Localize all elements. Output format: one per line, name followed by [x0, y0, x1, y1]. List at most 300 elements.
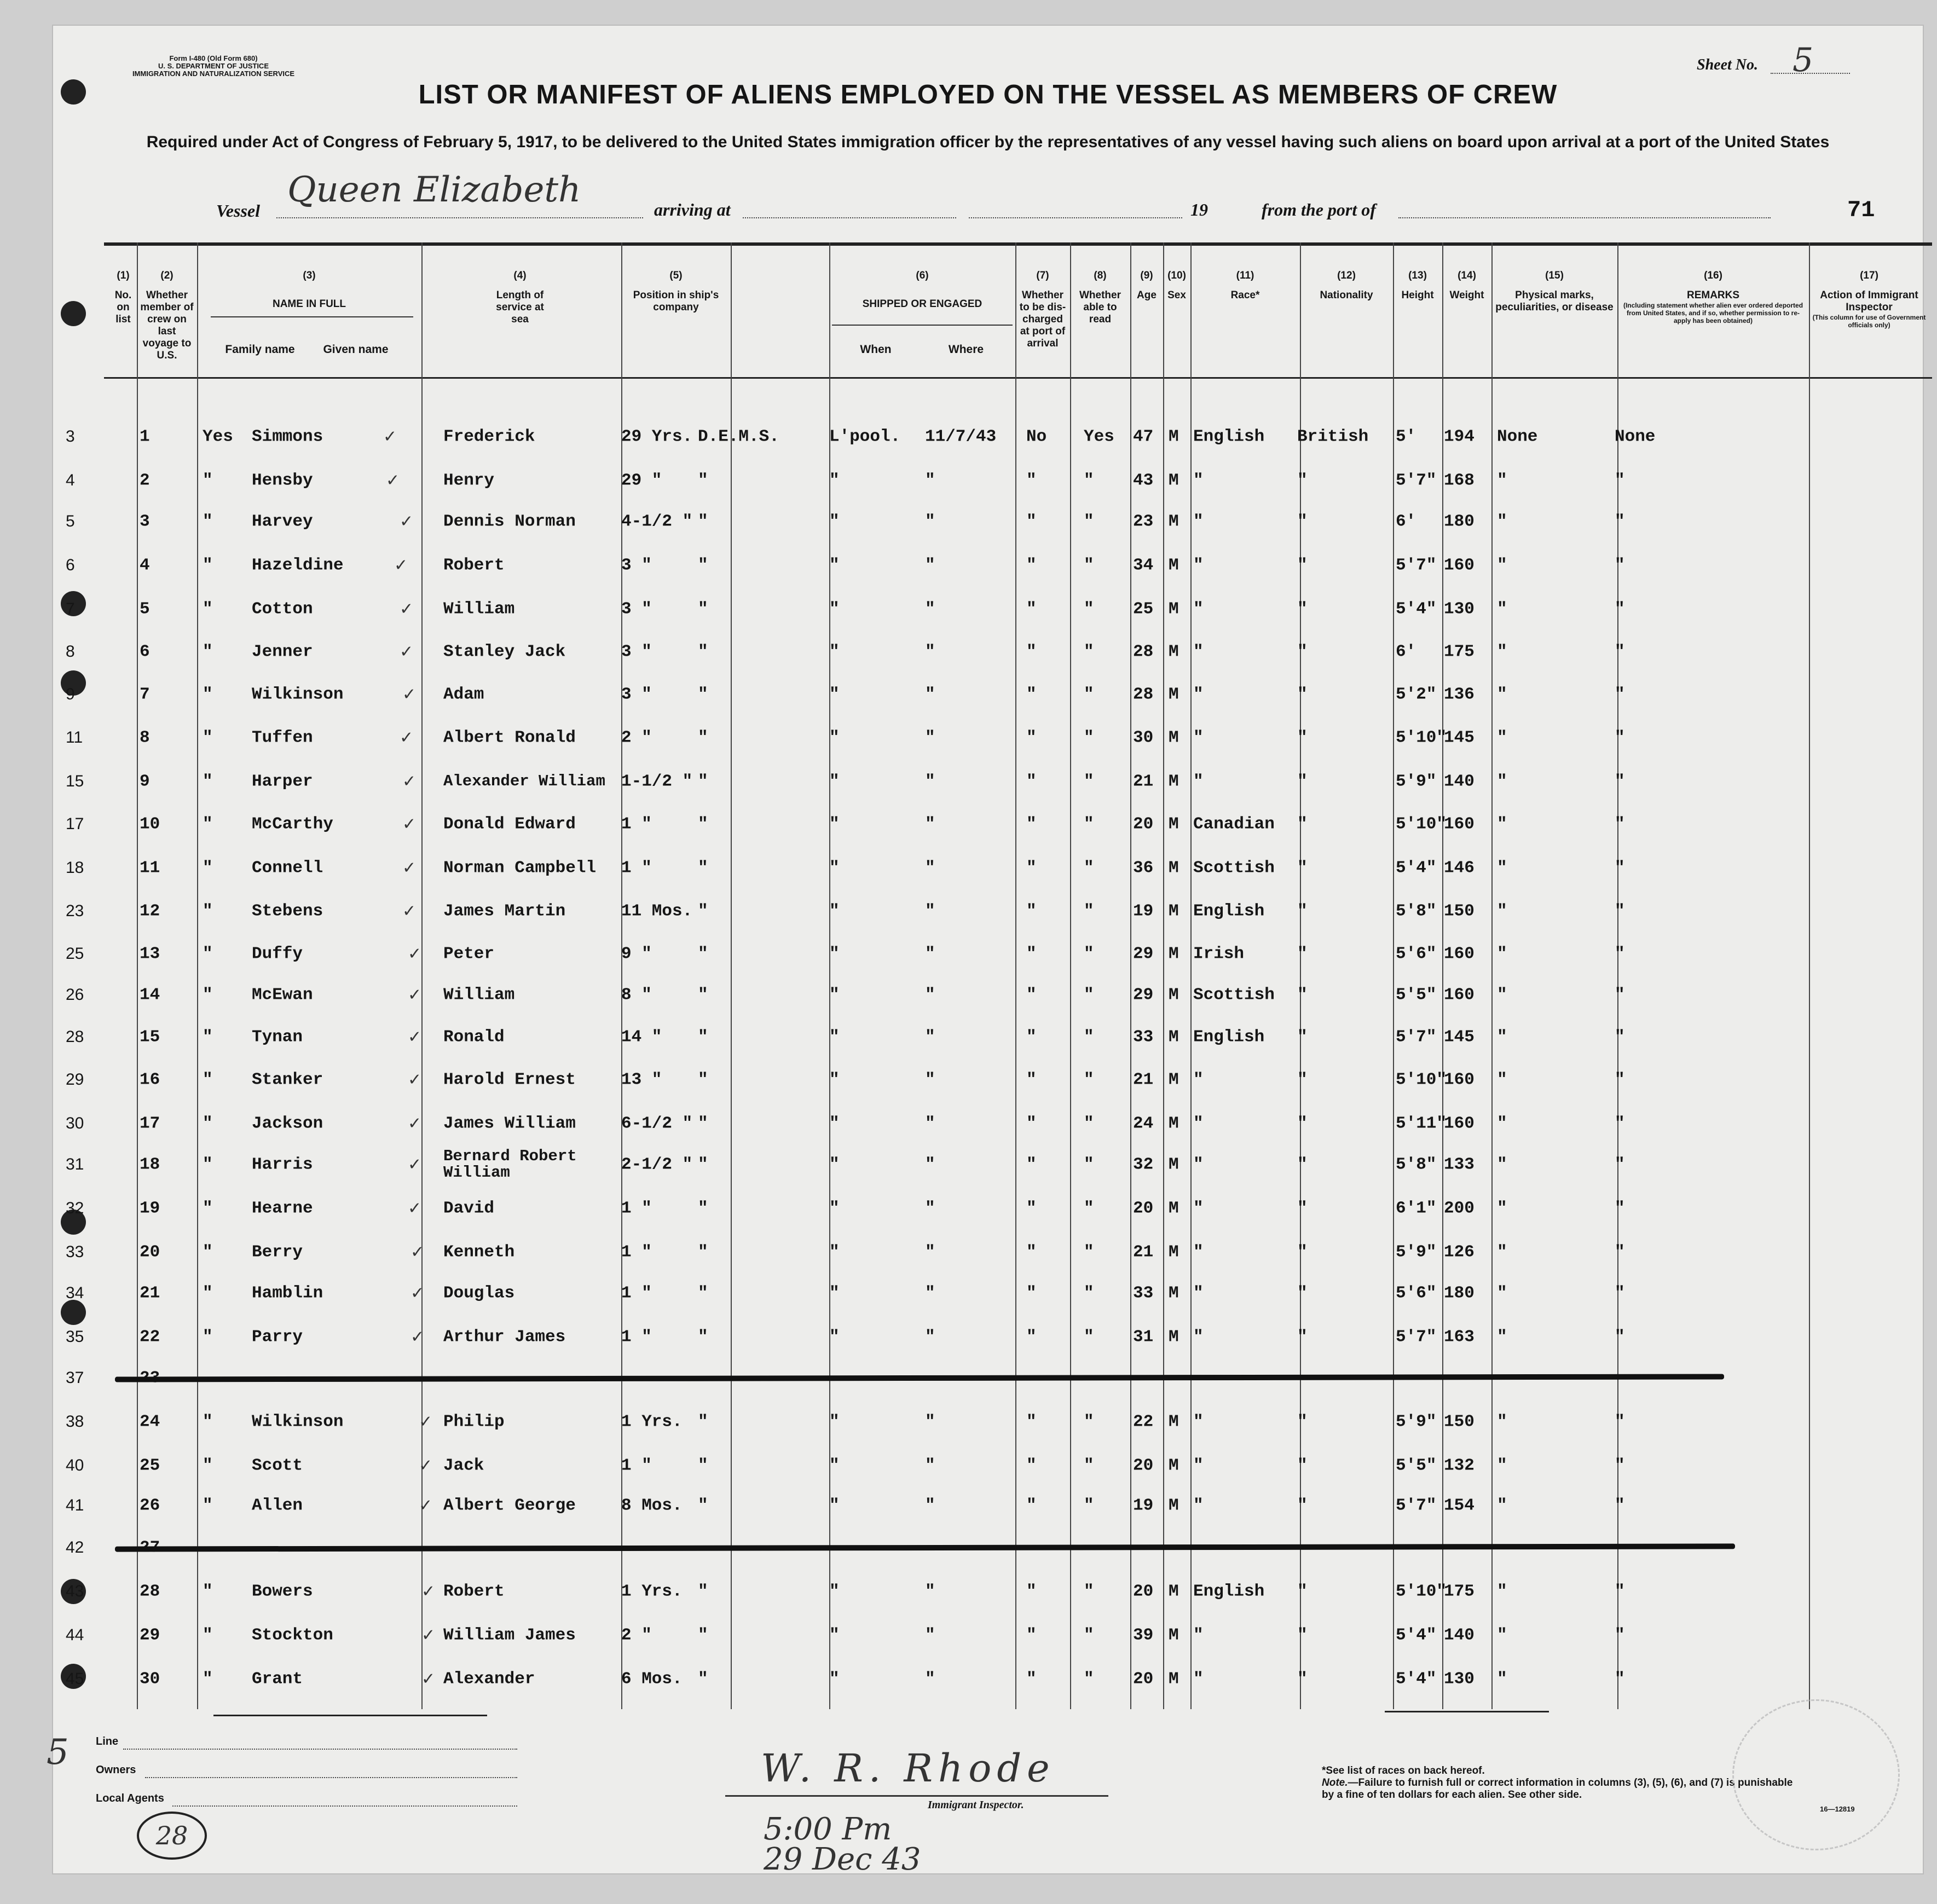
cell-prev: " — [203, 1070, 213, 1090]
cell-service: 1 Yrs. — [621, 1412, 683, 1432]
cell-prev: " — [203, 599, 213, 619]
cell-position: " — [698, 814, 708, 834]
cell-service: 9 " — [621, 944, 652, 964]
cell-position: " — [698, 1242, 708, 1262]
cell-age: 25 — [1133, 599, 1154, 619]
cell-family: Hamblin — [252, 1283, 323, 1303]
cell-family: Berry — [252, 1242, 303, 1262]
form-identifier — [126, 55, 301, 78]
cell-service: 14 " — [621, 1027, 662, 1047]
sheet-line-number: 25 — [66, 945, 84, 963]
cell-service: 1 " — [621, 1327, 652, 1347]
cell-discharged: " — [1026, 471, 1037, 490]
circled-number-stamp — [137, 1812, 207, 1860]
column-rule — [137, 242, 138, 1709]
cell-given: Douglas — [443, 1283, 515, 1303]
cell-height: 5'10" — [1396, 1070, 1447, 1090]
cell-race: " — [1193, 1327, 1204, 1347]
cell-service: 1 " — [621, 858, 652, 878]
subheader-given-name: Given name — [323, 343, 389, 356]
struck-out-row — [115, 1374, 1724, 1382]
cell-remarks: " — [1615, 1242, 1625, 1262]
footnote — [1322, 1765, 1803, 1801]
cell-sex: M — [1169, 1283, 1179, 1303]
cell-weight: 160 — [1444, 555, 1475, 575]
column-number: (9) — [1140, 270, 1153, 281]
cell-given: Frederick — [443, 427, 535, 447]
cell-prev: " — [203, 901, 213, 921]
row-number: 14 — [140, 985, 160, 1005]
cell-remarks: " — [1615, 1155, 1625, 1174]
cell-nationality: " — [1297, 512, 1308, 531]
cell-race: " — [1193, 1456, 1204, 1475]
cell-age: 21 — [1133, 1242, 1154, 1262]
cell-race: " — [1193, 1496, 1204, 1515]
column-header: Race* — [1230, 290, 1260, 301]
cell-prev: " — [203, 685, 213, 704]
cell-sex: M — [1169, 1582, 1179, 1601]
sheet-line-number: 37 — [66, 1369, 84, 1387]
circled-number: 28 — [155, 1821, 188, 1850]
cell-age: 33 — [1133, 1027, 1154, 1047]
cell-family: Cotton — [252, 599, 313, 619]
cell-height: 5'4" — [1396, 599, 1437, 619]
cell-where: " — [925, 1669, 935, 1689]
cell-read: " — [1084, 1456, 1094, 1475]
cell-read: " — [1084, 1412, 1094, 1432]
cell-when: " — [829, 1199, 840, 1218]
cell-family: Hazeldine — [252, 555, 344, 575]
check-mark: ✓ — [408, 944, 422, 964]
cell-marks: " — [1497, 1582, 1507, 1601]
signature-line — [725, 1795, 1108, 1797]
cell-height: 6' — [1396, 512, 1416, 531]
cell-weight: 154 — [1444, 1496, 1475, 1515]
vessel-underline — [276, 217, 643, 218]
cell-race: " — [1193, 1070, 1204, 1090]
cell-race: " — [1193, 685, 1204, 704]
cell-nationality: " — [1297, 1625, 1308, 1645]
cell-height: 5'4" — [1396, 858, 1437, 878]
cell-marks: " — [1497, 471, 1507, 490]
cell-family: Duffy — [252, 944, 303, 964]
cell-given: Harold Ernest — [443, 1070, 576, 1090]
manifest-sheet — [47, 25, 1926, 1877]
cell-position: " — [698, 599, 708, 619]
cell-where: " — [925, 901, 935, 921]
row-number: 29 — [140, 1625, 160, 1645]
cell-position: " — [698, 1625, 708, 1645]
sheet-line-number: 4 — [66, 471, 75, 489]
cell-prev: Yes — [203, 427, 233, 447]
cell-when: " — [829, 814, 840, 834]
cell-family: Wilkinson — [252, 1412, 344, 1432]
cell-marks: " — [1497, 642, 1507, 662]
cell-marks: " — [1497, 814, 1507, 834]
year-label: 19 — [1190, 200, 1208, 219]
cell-when: " — [829, 901, 840, 921]
cell-remarks: " — [1615, 1669, 1625, 1689]
cell-remarks: " — [1615, 555, 1625, 575]
sheet-line-number: 15 — [66, 772, 84, 790]
cell-sex: M — [1169, 985, 1179, 1005]
cell-family: Scott — [252, 1456, 303, 1475]
sheet-line-number: 42 — [66, 1538, 84, 1556]
cell-age: 20 — [1133, 1582, 1154, 1601]
cell-where: " — [925, 858, 935, 878]
sheet-line-number: 29 — [66, 1070, 84, 1089]
row-number: 8 — [140, 728, 150, 748]
cell-given: Dennis Norman — [443, 512, 576, 531]
column-header: Weight — [1449, 290, 1484, 301]
row-number: 10 — [140, 814, 160, 834]
row-number: 5 — [140, 599, 150, 619]
cell-weight: 130 — [1444, 599, 1475, 619]
cell-marks: " — [1497, 944, 1507, 964]
cell-when: " — [829, 599, 840, 619]
cell-marks: " — [1497, 772, 1507, 791]
row-number: 19 — [140, 1199, 160, 1218]
cell-position: " — [698, 1327, 708, 1347]
cell-discharged: " — [1026, 512, 1037, 531]
cell-remarks: " — [1615, 728, 1625, 748]
cell-nationality: " — [1297, 772, 1308, 791]
column-header: NAME IN FULL — [272, 298, 346, 310]
cell-marks: " — [1497, 1070, 1507, 1090]
cell-prev: " — [203, 555, 213, 575]
cell-position: " — [698, 944, 708, 964]
cell-nationality: " — [1297, 728, 1308, 748]
cell-height: 5'10" — [1396, 814, 1447, 834]
cell-remarks: " — [1615, 1625, 1625, 1645]
cell-family: Tuffen — [252, 728, 313, 748]
column-header: REMARKS (Including statement whether alien ever ordered deported from United States, and if so, whether permission to re-apply has been obtained) — [1623, 290, 1803, 325]
check-mark: ✓ — [410, 1242, 425, 1262]
check-mark: ✓ — [419, 1412, 433, 1432]
check-mark: ✓ — [402, 901, 417, 921]
cell-position: " — [698, 1582, 708, 1601]
cell-weight: 140 — [1444, 1625, 1475, 1645]
cell-family: McCarthy — [252, 814, 333, 834]
column-header: Position in ship's company — [633, 290, 719, 313]
cell-weight: 133 — [1444, 1155, 1475, 1174]
column-number: (12) — [1337, 270, 1356, 281]
column-number: (5) — [669, 270, 683, 281]
row-number: 3 — [140, 512, 150, 531]
cell-family: Hensby — [252, 471, 313, 490]
cell-remarks: " — [1615, 1114, 1625, 1133]
punch-hole — [61, 301, 86, 326]
cell-age: 24 — [1133, 1114, 1154, 1133]
cell-weight: 150 — [1444, 1412, 1475, 1432]
column-number: (14) — [1458, 270, 1476, 281]
cell-prev: " — [203, 471, 213, 490]
cell-weight: 140 — [1444, 772, 1475, 791]
column-header: Age — [1137, 290, 1157, 301]
column-rule — [1393, 242, 1394, 1709]
cell-weight: 180 — [1444, 1283, 1475, 1303]
cell-race: " — [1193, 1155, 1204, 1174]
cell-age: 21 — [1133, 1070, 1154, 1090]
cell-when: " — [829, 858, 840, 878]
cell-sex: M — [1169, 901, 1179, 921]
cell-discharged: " — [1026, 901, 1037, 921]
cell-discharged: " — [1026, 1070, 1037, 1090]
cell-position: " — [698, 1027, 708, 1047]
cell-discharged: " — [1026, 1155, 1037, 1174]
vessel-label: Vessel — [216, 201, 260, 221]
cell-sex: M — [1169, 599, 1179, 619]
cell-weight: 136 — [1444, 685, 1475, 704]
column-header: Nationality — [1320, 290, 1373, 301]
cell-height: 5'8" — [1396, 1155, 1437, 1174]
cell-read: " — [1084, 1070, 1094, 1090]
cell-family: Grant — [252, 1669, 303, 1689]
cell-when: " — [829, 555, 840, 575]
check-mark: ✓ — [408, 1070, 422, 1090]
cell-service: 8 Mos. — [621, 1496, 683, 1515]
cell-when: " — [829, 642, 840, 662]
cell-race: " — [1193, 555, 1204, 575]
cell-weight: 145 — [1444, 728, 1475, 748]
cell-marks: " — [1497, 599, 1507, 619]
cell-read: " — [1084, 471, 1094, 490]
cell-race: " — [1193, 642, 1204, 662]
cell-sex: M — [1169, 814, 1179, 834]
cell-race: " — [1193, 471, 1204, 490]
column-number: (11) — [1236, 270, 1254, 281]
column-header: Whether member of crew on last voyage to U.S. — [140, 290, 194, 361]
cell-weight: 160 — [1444, 814, 1475, 834]
cell-when: " — [829, 1027, 840, 1047]
cell-prev: " — [203, 814, 213, 834]
cell-age: 30 — [1133, 728, 1154, 748]
cell-marks: " — [1497, 1669, 1507, 1689]
cell-age: 23 — [1133, 512, 1154, 531]
cell-read: " — [1084, 1199, 1094, 1218]
row-number: 21 — [140, 1283, 160, 1303]
cell-height: 5'8" — [1396, 901, 1437, 921]
cell-where: " — [925, 642, 935, 662]
sheet-line-number: 5 — [66, 512, 75, 530]
cell-weight: 160 — [1444, 944, 1475, 964]
cell-sex: M — [1169, 1199, 1179, 1218]
cell-given: William — [443, 599, 515, 619]
cell-weight: 132 — [1444, 1456, 1475, 1475]
column-number: (10) — [1167, 270, 1186, 281]
cell-remarks: " — [1615, 1496, 1625, 1515]
faint-seal-stamp — [1732, 1699, 1900, 1850]
cell-when: " — [829, 1070, 840, 1090]
cell-age: 43 — [1133, 471, 1154, 490]
sheet-label: Sheet No. — [1697, 56, 1758, 73]
cell-discharged: " — [1026, 685, 1037, 704]
cell-sex: M — [1169, 471, 1179, 490]
total-rule — [1385, 1711, 1549, 1712]
cell-position: " — [698, 1496, 708, 1515]
cell-marks: " — [1497, 555, 1507, 575]
cell-age: 28 — [1133, 685, 1154, 704]
row-number: 6 — [140, 642, 150, 662]
header-sub-rule — [832, 325, 1013, 326]
cell-when: " — [829, 728, 840, 748]
cell-discharged: No — [1026, 427, 1047, 447]
cell-remarks: None — [1615, 427, 1656, 447]
sheet-line-number: 43 — [66, 1582, 84, 1600]
sheet-line-number: 41 — [66, 1496, 84, 1514]
cell-family: Allen — [252, 1496, 303, 1515]
cell-race: " — [1193, 772, 1204, 791]
sheet-line-number: 11 — [66, 728, 83, 746]
check-mark: ✓ — [402, 814, 417, 834]
cell-marks: " — [1497, 1412, 1507, 1432]
cell-prev: " — [203, 772, 213, 791]
cell-nationality: " — [1297, 901, 1308, 921]
cell-age: 39 — [1133, 1625, 1154, 1645]
cell-nationality: " — [1297, 555, 1308, 575]
cell-position: " — [698, 985, 708, 1005]
cell-prev: " — [203, 858, 213, 878]
cell-where: " — [925, 728, 935, 748]
check-mark: ✓ — [400, 599, 414, 619]
cell-age: 20 — [1133, 814, 1154, 834]
cell-race: English — [1193, 427, 1265, 447]
cell-service: 2 " — [621, 1625, 652, 1645]
cell-when: " — [829, 685, 840, 704]
column-number: (17) — [1860, 270, 1878, 281]
cell-height: 5'9" — [1396, 772, 1437, 791]
sheet-line-number: 18 — [66, 859, 84, 877]
cell-sex: M — [1169, 1070, 1179, 1090]
cell-race: Canadian — [1193, 814, 1275, 834]
cell-discharged: " — [1026, 1027, 1037, 1047]
cell-sex: M — [1169, 512, 1179, 531]
cell-marks: " — [1497, 1625, 1507, 1645]
check-mark: ✓ — [408, 1199, 422, 1218]
cell-family: Harvey — [252, 512, 313, 531]
cell-where: " — [925, 1327, 935, 1347]
cell-sex: M — [1169, 1242, 1179, 1262]
cell-given: James William — [443, 1114, 576, 1133]
cell-age: 20 — [1133, 1456, 1154, 1475]
from-port-underline — [1398, 217, 1771, 218]
cell-position: " — [698, 1114, 708, 1133]
cell-age: 33 — [1133, 1283, 1154, 1303]
cell-read: " — [1084, 1155, 1094, 1174]
check-mark: ✓ — [421, 1582, 436, 1601]
cell-discharged: " — [1026, 1114, 1037, 1133]
cell-when: " — [829, 1582, 840, 1601]
cell-prev: " — [203, 1114, 213, 1133]
check-mark: ✓ — [419, 1496, 433, 1515]
cell-prev: " — [203, 728, 213, 748]
row-number: 22 — [140, 1327, 160, 1347]
cell-family: Stockton — [252, 1625, 333, 1645]
cell-remarks: " — [1615, 1327, 1625, 1347]
cell-race: " — [1193, 1114, 1204, 1133]
row-number: 16 — [140, 1070, 160, 1090]
column-header: Whether to be dis-charged at port of arrival — [1019, 290, 1066, 349]
column-number: (13) — [1408, 270, 1427, 281]
cell-height: 5'7" — [1396, 1496, 1437, 1515]
cell-service: 3 " — [621, 685, 652, 704]
cell-read: " — [1084, 858, 1094, 878]
cell-given: Kenneth — [443, 1242, 515, 1262]
cell-height: 5'2" — [1396, 685, 1437, 704]
cell-position: " — [698, 642, 708, 662]
cell-prev: " — [203, 1155, 213, 1174]
check-mark: ✓ — [421, 1669, 436, 1689]
cell-discharged: " — [1026, 944, 1037, 964]
cell-weight: 194 — [1444, 427, 1475, 447]
cell-height: 5'6" — [1396, 1283, 1437, 1303]
cell-race: English — [1193, 1027, 1265, 1047]
form-code: 16—12819 — [1820, 1805, 1855, 1813]
cell-height: 5'7" — [1396, 1327, 1437, 1347]
cell-given: Norman Campbell — [443, 858, 597, 878]
cell-given: William — [443, 985, 515, 1005]
cell-service: 3 " — [621, 599, 652, 619]
cell-position: " — [698, 1669, 708, 1689]
cell-remarks: " — [1615, 1027, 1625, 1047]
cell-service: 3 " — [621, 642, 652, 662]
check-mark: ✓ — [386, 471, 400, 490]
cell-when: " — [829, 1114, 840, 1133]
column-rule — [1809, 242, 1810, 1709]
column-number: (16) — [1704, 270, 1722, 281]
column-header: Height — [1401, 290, 1434, 301]
cell-when: " — [829, 471, 840, 490]
cell-age: 34 — [1133, 555, 1154, 575]
sheet-number: 5 — [1793, 41, 1814, 79]
cell-height: 5' — [1396, 427, 1416, 447]
cell-nationality: " — [1297, 1669, 1308, 1689]
cell-nationality: " — [1297, 1114, 1308, 1133]
cell-given: William James — [443, 1625, 576, 1645]
cell-weight: 200 — [1444, 1199, 1475, 1218]
cell-given: Robert — [443, 555, 505, 575]
cell-family: Harris — [252, 1155, 313, 1174]
cell-remarks: " — [1615, 599, 1625, 619]
row-number: 1 — [140, 427, 150, 447]
cell-nationality: " — [1297, 1242, 1308, 1262]
cell-position: " — [698, 901, 708, 921]
cell-when: " — [829, 1242, 840, 1262]
cell-position: " — [698, 471, 708, 490]
cell-where: " — [925, 555, 935, 575]
cell-race: " — [1193, 728, 1204, 748]
cell-marks: " — [1497, 685, 1507, 704]
cell-remarks: " — [1615, 471, 1625, 490]
row-number: 17 — [140, 1114, 160, 1133]
cell-marks: " — [1497, 728, 1507, 748]
inspector-label: Immigrant Inspector. — [928, 1799, 1024, 1811]
cell-prev: " — [203, 944, 213, 964]
column-rule — [1163, 242, 1164, 1709]
cell-height: 5'9" — [1396, 1412, 1437, 1432]
row-number: 9 — [140, 772, 150, 791]
check-mark: ✓ — [402, 685, 417, 704]
cell-nationality: " — [1297, 1327, 1308, 1347]
cell-service: 1 Yrs. — [621, 1582, 683, 1601]
cell-remarks: " — [1615, 814, 1625, 834]
cell-given: Peter — [443, 944, 495, 964]
cell-remarks: " — [1615, 642, 1625, 662]
cell-discharged: " — [1026, 1496, 1037, 1515]
cell-nationality: " — [1297, 858, 1308, 878]
cell-discharged: " — [1026, 1456, 1037, 1475]
cell-age: 22 — [1133, 1412, 1154, 1432]
